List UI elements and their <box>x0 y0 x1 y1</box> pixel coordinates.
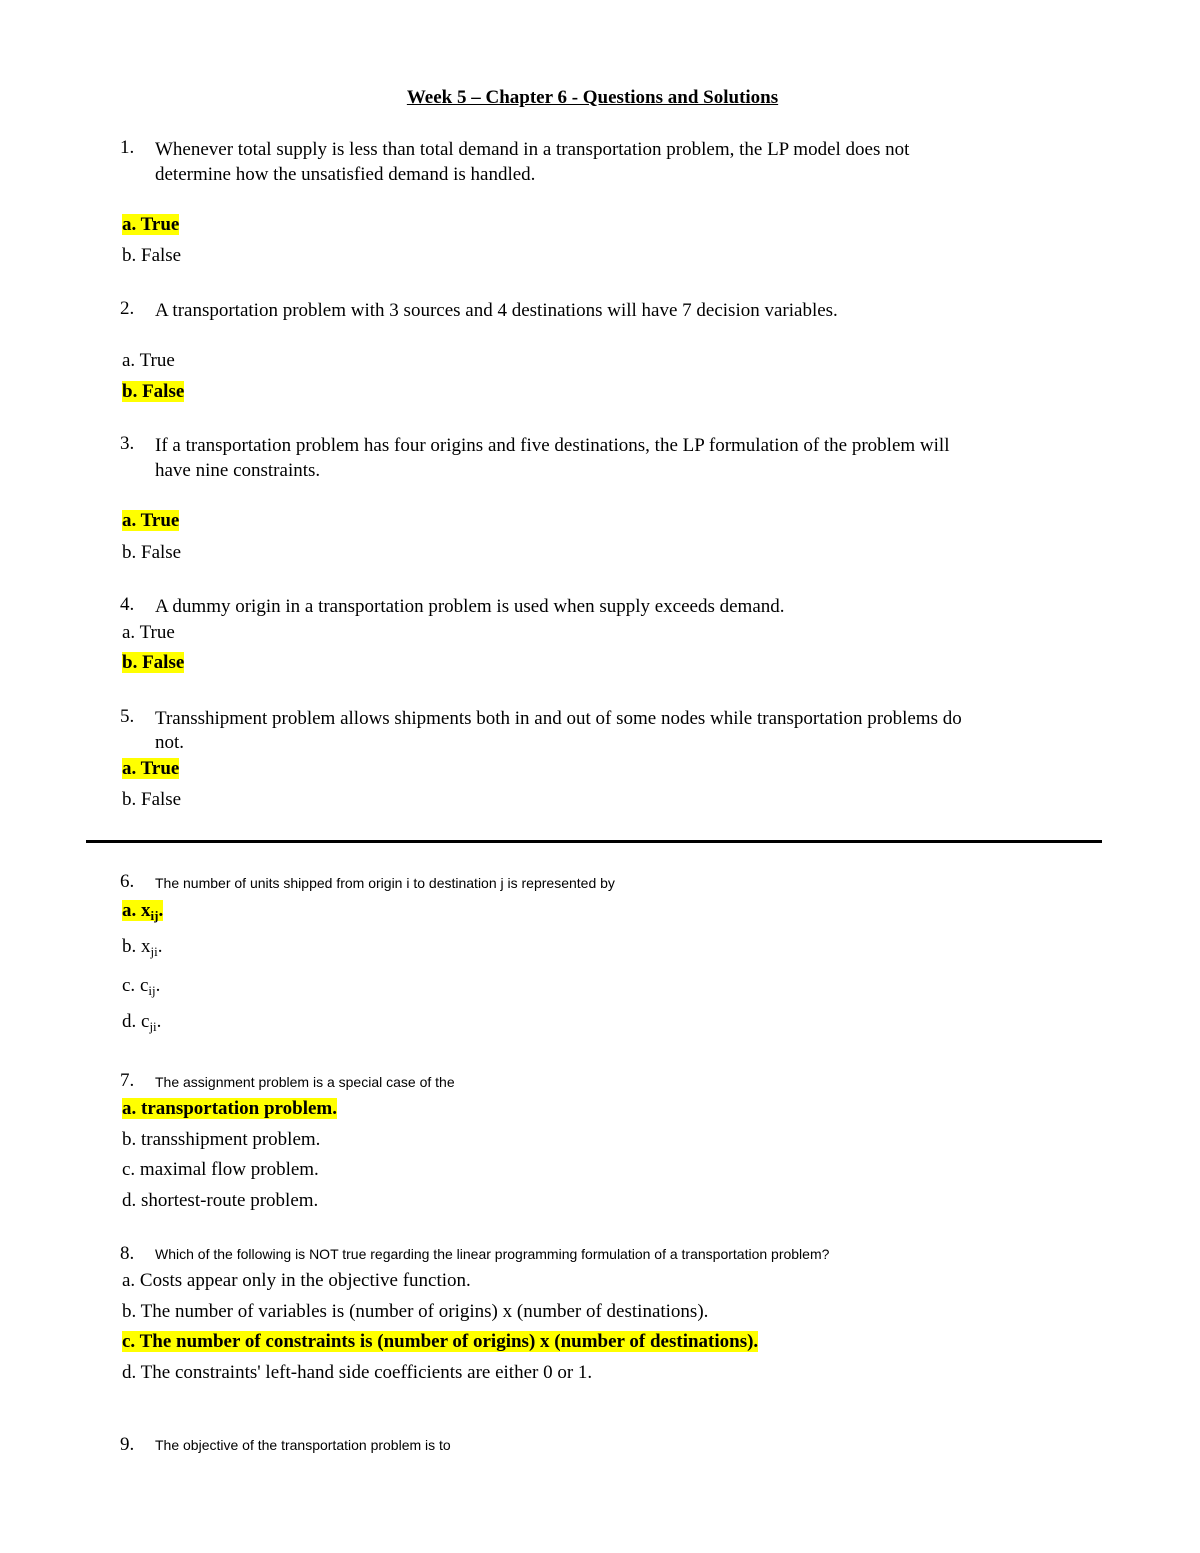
correct-answer: a. transportation problem. <box>122 1098 337 1119</box>
question-number: 5. <box>120 706 135 727</box>
question-text-line: have nine constraints. <box>155 460 321 481</box>
answer-option: d. $c_{ji}$. <box>122 1011 162 1034</box>
answer-option: a. True <box>122 350 175 371</box>
question-text-line: Whenever total supply is less than total demand in a transportation problem, the LP model does not <box>155 139 910 160</box>
correct-answer: a. True <box>122 510 180 531</box>
answer-option: b. False <box>122 245 182 266</box>
question-number: 9. <box>120 1434 135 1455</box>
question-text: Which of the following is NOT true regarding the linear programming formulation of a transportation problem? <box>155 1246 830 1262</box>
answer-option: d. shortest-route problem. <box>122 1190 319 1211</box>
question-number: 7. <box>120 1070 135 1091</box>
section-divider <box>86 840 1102 843</box>
answer-option: b. False <box>122 542 182 563</box>
question-text-line: A transportation problem with 3 sources and 4 destinations will have 7 decision variables. <box>155 300 838 321</box>
question-number: 1. <box>120 137 135 158</box>
question-text-line: If a transportation problem has four origins and five destinations, the LP formulation of the problem will <box>155 435 950 456</box>
answer-option: c. $c_{ij}$. <box>122 975 161 998</box>
question-text: The objective of the transportation problem is to <box>155 1437 451 1453</box>
correct-answer: b. False <box>122 652 185 673</box>
question-number: 8. <box>120 1243 135 1264</box>
answer-option: a. Costs appear only in the objective function. <box>122 1270 471 1291</box>
answer-option: b. transshipment problem. <box>122 1129 321 1150</box>
answer-option: d. The constraints' left-hand side coefficients are either 0 or 1. <box>122 1362 593 1383</box>
answer-option: c. maximal flow problem. <box>122 1159 319 1180</box>
answer-option: a. True <box>122 622 175 643</box>
correct-answer: b. False <box>122 381 185 402</box>
page-title: Week 5 – Chapter 6 - Questions and Solutions <box>406 87 779 108</box>
question-number: 4. <box>120 594 135 615</box>
question-text-line: not. <box>155 732 185 753</box>
question-number: 3. <box>120 433 135 454</box>
question-number: 6. <box>120 871 135 892</box>
answer-option: b. False <box>122 789 182 810</box>
correct-answer: c. The number of constraints is (number of origins) x (number of destinations). <box>122 1331 759 1352</box>
answer-option: b. $x_{ji}$. <box>122 936 163 959</box>
question-text-line: Transshipment problem allows shipments both in and out of some nodes while transportation problems do <box>155 708 962 729</box>
question-text-line: determine how the unsatisfied demand is handled. <box>155 164 536 185</box>
question-text: The assignment problem is a special case of the <box>155 1074 455 1090</box>
answer-option: b. The number of variables is (number of origins) x (number of destinations). <box>122 1301 709 1322</box>
correct-answer: a. True <box>122 214 180 235</box>
question-text-line: A dummy origin in a transportation problem is used when supply exceeds demand. <box>155 596 785 617</box>
question-number: 2. <box>120 298 135 319</box>
question-text: The number of units shipped from origin i to destination j is represented by <box>155 875 615 891</box>
correct-answer: a. True <box>122 758 180 779</box>
correct-answer: a. $x_{ij}$. <box>122 900 164 923</box>
